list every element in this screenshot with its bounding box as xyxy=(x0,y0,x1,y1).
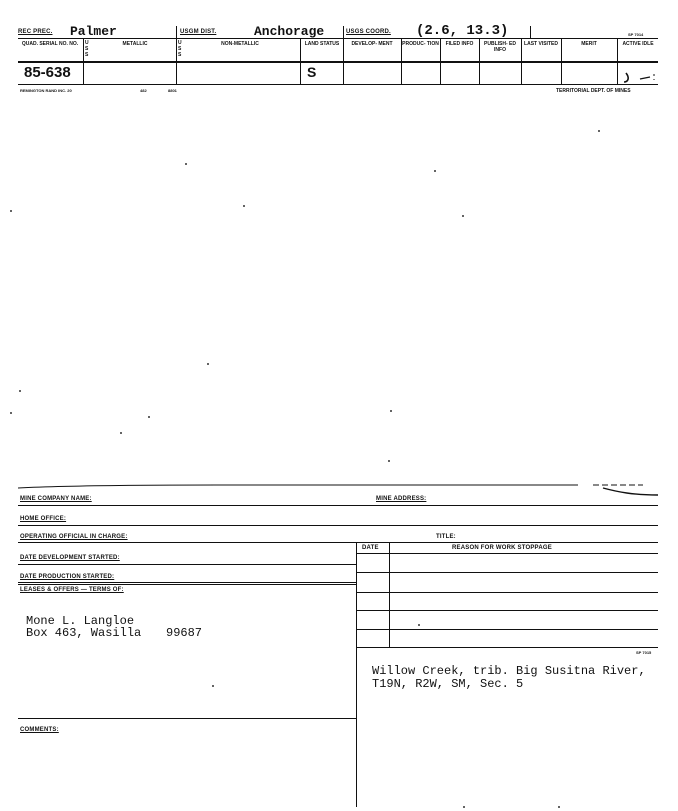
home-office-label: HOME OFFICE: xyxy=(20,516,67,522)
location-line-1: Willow Creek, trib. Big Susitna River, xyxy=(372,664,646,678)
code-b: 8801 xyxy=(168,88,177,93)
printer-mark: REMINGTON RAND INC. 20 xyxy=(20,88,72,93)
mine-address-label: MINE ADDRESS: xyxy=(376,496,427,502)
col-development: DEVELOP- MENT xyxy=(351,41,393,47)
usgs-dist-value: Anchorage xyxy=(254,24,325,39)
header-bottom-rule xyxy=(18,61,658,63)
date-development-label: DATE DEVELOPMENT STARTED: xyxy=(20,555,120,561)
col-land-status: LAND STATUS xyxy=(304,41,340,47)
dept-mark: TERRITORIAL DEPT. OF MINES xyxy=(556,88,631,94)
quad-serial-value: 85-638 xyxy=(24,64,71,81)
date-col-header: DATE xyxy=(362,545,379,551)
form-code-bottom: SP 7015 xyxy=(636,650,652,655)
col-production: PRODUC- TION xyxy=(402,41,439,47)
center-divider xyxy=(356,542,357,807)
owner-address: Box 463, Wasilla xyxy=(26,626,142,640)
leases-label: LEASES & OFFERS — TERMS OF: xyxy=(20,587,124,593)
date-production-label: DATE PRODUCTION STARTED: xyxy=(20,574,115,580)
col-last-visited: LAST VISITED xyxy=(524,41,558,47)
col-merit: MERIT xyxy=(581,41,597,47)
comments-label: COMMENTS: xyxy=(20,727,59,733)
reason-col-header: REASON FOR WORK STOPPAGE xyxy=(452,545,552,551)
form-code-top: SP 7014 xyxy=(628,32,644,37)
card-edge xyxy=(18,478,660,500)
col-active-idle: ACTIVE IDLE xyxy=(622,41,654,47)
operating-official-label: OPERATING OFFICIAL IN CHARGE: xyxy=(20,534,128,540)
owner-name: Mone L. Langloe xyxy=(26,614,135,628)
col-nonmetallic-prefix: U S S xyxy=(178,40,182,58)
col-metallic-prefix: U S S xyxy=(85,40,89,58)
rec-prec-value: Palmer xyxy=(70,24,117,39)
land-status-value: S xyxy=(307,64,317,80)
mine-company-label: MINE COMPANY NAME: xyxy=(20,496,92,502)
title-label: TITLE: xyxy=(436,534,456,540)
code-a: 482 xyxy=(140,88,147,93)
usgs-coord-value: (2.6, 13.3) xyxy=(416,23,509,39)
card-bottom-rule xyxy=(18,84,658,85)
col-published-info: PUBLISH- ED INFO xyxy=(484,41,516,53)
active-idle-mark xyxy=(622,70,658,84)
col-metallic: METALLIC xyxy=(122,41,148,47)
col-quad-serial: QUAD. SERIAL NO. NO. xyxy=(21,41,79,47)
owner-zip: 99687 xyxy=(166,626,203,640)
location-line-2: T19N, R2W, SM, Sec. 5 xyxy=(372,677,524,691)
rec-prec-label: REC PREC. xyxy=(18,29,53,35)
col-filed-info: FILED INFO xyxy=(445,41,474,47)
usgs-coord-label: USGS COORD. xyxy=(346,29,391,35)
col-nonmetallic: NON-METALLIC xyxy=(221,41,259,47)
usgs-dist-label: USGM DIST. xyxy=(180,29,217,35)
